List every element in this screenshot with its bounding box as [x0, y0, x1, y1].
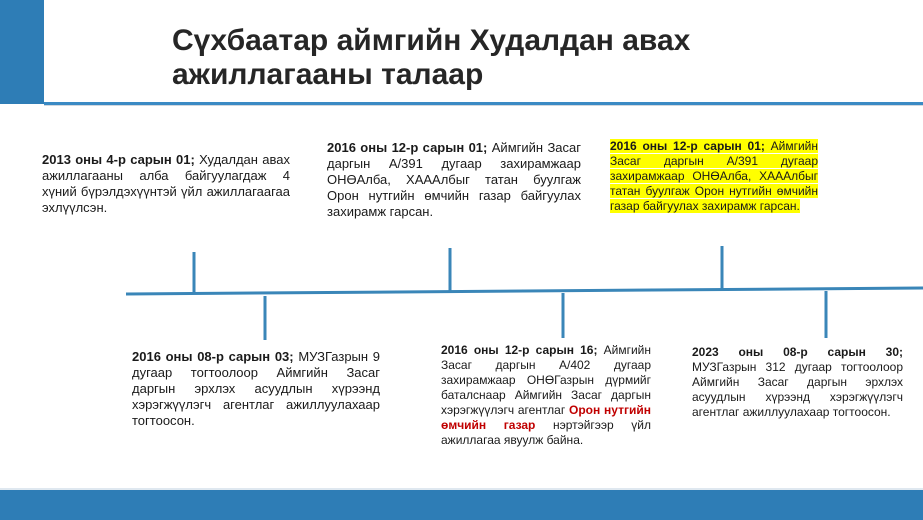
- event-text: МУЗГазрын 9 дугаар тогтоолоор Аймгийн Засаг даргын эрхлэх асуудлын хүрээнд хэрэгжүүлэгч агентлаг ажиллуулахаар тогтоосон.: [132, 349, 380, 428]
- event-text: МУЗГазрын 312 дугаар тогтоолоор Аймгийн Засаг даргын эрхлэх асуудлын хүрээнд хэрэгжүүлэгч агентлаг ажиллуулахаар тогтоосон.: [692, 360, 903, 419]
- timeline-axis: [126, 288, 923, 294]
- event-text-end: нэртэйгээр үйл ажиллагаа явуулж байна.: [441, 418, 651, 447]
- event-date: 2016 оны 12-р сарын 16;: [441, 343, 598, 357]
- footer-bar: [0, 490, 923, 520]
- timeline-event-2023-08-30: [692, 345, 903, 420]
- event-date: 2016 оны 12-р сарын 01;: [327, 140, 488, 155]
- event-emphasis: Орон нутгийн өмчийн газар: [441, 403, 651, 432]
- timeline-event-2016-08-03: [132, 349, 380, 429]
- timeline-event-highlighted: [610, 139, 818, 214]
- timeline-event-2013-04-01: [42, 152, 290, 216]
- slide-title: Сүхбаатар аймгийн Худалдан авах ажиллагааны талаар: [172, 24, 691, 91]
- event-date: 2023 оны 08-р сарын 30;: [692, 345, 903, 359]
- event-text: Худалдан авах ажиллагааны алба байгуулагдаж 4 хүний бүрэлдэхүүнтэй үйл ажиллагаагаа эхлүүлсэн.: [42, 152, 290, 215]
- event-text: Аймгийн Засаг даргын А/391 дугаар захирамжаар ОНӨАлба, ХАААлбыг татан буулгаж Орон нутгийн өмчийн газар байгуулах захирамж гарсан.: [327, 140, 582, 219]
- event-date: 2016 оны 12-р сарын 01;: [610, 139, 765, 153]
- event-date: 2016 оны 08-р сарын 03;: [132, 349, 294, 364]
- timeline-event-2016-12-16: [441, 343, 651, 448]
- event-text: Аймгийн Засаг даргын А/402 дугаар захирамжаар ОНӨГазрын дүрмийг баталснаар Аймгийн Засаг даргын хэрэгжүүлэгч агентлаг: [441, 343, 651, 417]
- event-date: 2013 оны 4-р сарын 01;: [42, 152, 195, 167]
- timeline-event-2016-12-01: [327, 140, 581, 220]
- event-text: Аймгийн Засаг даргын А/391 дугаар захирамжаар ОНӨАлба, ХАААлбыг татан буулгаж Орон нутгийн өмчийн газар байгуулах захирамж гарсан.: [610, 139, 818, 213]
